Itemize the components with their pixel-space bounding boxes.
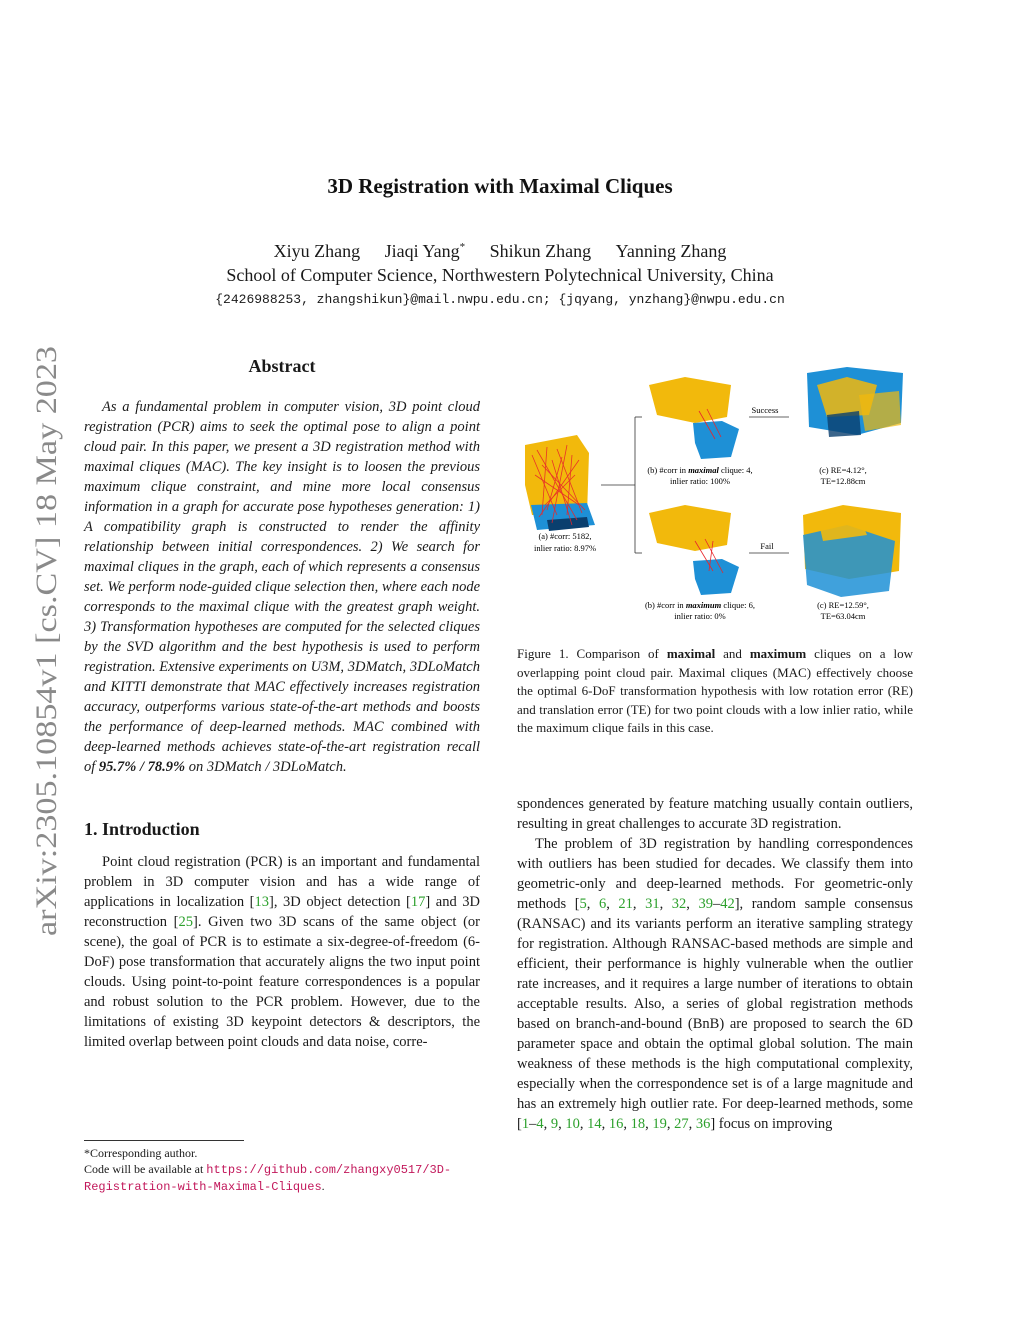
citation-link[interactable]: 18: [630, 1116, 646, 1132]
fail-label: Fail: [760, 541, 774, 551]
citation-link[interactable]: 5: [579, 896, 587, 912]
affiliation: School of Computer Science, Northwestern Polytechnical University, China: [226, 265, 774, 285]
figure-label-b-top: [647, 465, 752, 486]
continued-paragraph: spondences generated by feature matching usually contain outliers, resulting in great challenges to accurate 3D registration.: [517, 796, 913, 832]
paper-title: 3D Registration with Maximal Cliques: [327, 174, 673, 198]
citation-link[interactable]: 31: [645, 896, 660, 912]
citation-link[interactable]: 1: [521, 1116, 530, 1132]
section-heading-introduction: 1. Introduction: [84, 819, 200, 839]
svg-text:TE=12.88cm: TE=12.88cm: [820, 476, 866, 486]
input-point-clouds: [525, 435, 595, 531]
author-name: Shikun Zhang: [489, 241, 592, 261]
paragraph-text: ,: [601, 1116, 609, 1132]
paragraph-text: ], random sample consensus (RANSAC) and its variants perform an iterative sampling strategy for registration. Although RANSAC-based methods are simple and efficient, their performance is highly vulnerable when the outlier rate increases, and it requires a large number of iterations to obtain acceptable results. Also, a series of global registration methods based on branch-and-bound (BnB) are proposed to search the 6D parameter space and obtain the optimal global solution. The main weakness of these methods is the high computational complexity, especially when the correspondence set is of a large magnitude and has an extremely high outlier rate. For deep-learned methods, some [: [517, 896, 914, 1132]
figure-label-c-top: [819, 465, 867, 486]
author-emails: {2426988253, zhangshikun}@mail.nwpu.edu.cn; {jqyang, ynzhang}@nwpu.edu.cn: [215, 292, 785, 307]
svg-text:(b) #corr in maximum clique: 6: (b) #corr in maximum clique: 6,: [644, 600, 756, 610]
svg-text:TE=63.04cm: TE=63.04cm: [820, 611, 866, 621]
author-list: [0, 241, 1000, 262]
code-url-link[interactable]: https://github.com/zhangxy0517/3D-Registration-with-Maximal-Cliques: [84, 1163, 452, 1194]
svg-text:(a) #corr: 5182,: (a) #corr: 5182,: [538, 531, 592, 541]
paragraph-text: ,: [579, 1116, 588, 1132]
citation-link[interactable]: 14: [587, 1116, 602, 1132]
paragraph-text: ] focus on improving: [710, 1116, 833, 1132]
citation-link[interactable]: 9: [550, 1116, 559, 1132]
failed-result: [803, 505, 901, 597]
svg-text:inlier ratio: 100%: inlier ratio: 100%: [670, 476, 730, 486]
intro-paragraph: Point cloud registration (PCR) is an important and fundamental problem in 3D computer vision and has a wide range of applications in localization [13], 3D object detection [17] and 3D reconstruction [25]. Given two 3D scans of the same object (or scene), the goal of PCR is to estimate a six-degree-of-freedom (6-DoF) pose transformation that accurately aligns the two input point clouds. Using point-to-point feature correspondences is a popular and robust solution to the PCR problem. However, due to the limitations of existing 3D keypoint detectors & descriptors, the limited overlap between point clouds and data noise, corre-: [84, 854, 480, 1050]
maximum-clique-pair: [649, 505, 739, 595]
success-label: Success: [751, 405, 779, 415]
paragraph-text: –: [712, 896, 721, 912]
citation-link[interactable]: 10: [565, 1116, 580, 1132]
footnote-rule: [84, 1140, 244, 1141]
paragraph-text: ,: [558, 1116, 566, 1132]
figure-label-a: [534, 531, 596, 553]
svg-text:inlier ratio: 8.97%: inlier ratio: 8.97%: [533, 543, 597, 553]
footnote-corresponding: *Corresponding author.: [84, 1146, 198, 1160]
citation-link[interactable]: 32: [671, 896, 687, 912]
author-name: Yanning Zhang: [615, 241, 727, 261]
svg-text:(b) #corr in maximal clique: 4: (b) #corr in maximal clique: 4,: [647, 465, 753, 475]
paragraph-text: ,: [659, 896, 672, 912]
author-name: Jiaqi Yang*: [384, 241, 466, 261]
citation-link[interactable]: 21: [618, 896, 633, 912]
successful-result: [807, 367, 903, 437]
right-column: [517, 794, 913, 1134]
branch-lines: [601, 417, 642, 553]
citation-link[interactable]: 36: [695, 1116, 711, 1132]
citation-link[interactable]: 19: [652, 1116, 667, 1132]
arxiv-side-stamp: [10, 340, 70, 940]
citation-link[interactable]: 4: [536, 1116, 544, 1132]
paragraph-text: ,: [688, 1116, 696, 1132]
svg-text:(c) RE=4.12°,: (c) RE=4.12°,: [819, 465, 867, 475]
abstract-body: As a fundamental problem in computer vision, 3D point cloud registration (PCR) aims to seek the optimal pose to align a point cloud pair. In this paper, we present a 3D registration method with maximal cliques (MAC). The key insight is to loosen the previous maximum clique constraint, and mine more local consensus information in a graph for accurate pose hypotheses generation: 1) A compatibility graph is constructed to render the affinity relationship between initial correspondences. 2) We search for maximal cliques in the graph, each of which represents a consensus set. We perform node-guided clique selection then, where each node corresponds to the maximal clique with the greatest graph weight. 3) Transformation hypotheses are computed for the selected cliques by the SVD algorithm and the best hypothesis is used to perform registration. Extensive experiments on U3M, 3DMatch, 3DLoMatch and KITTI demonstrate that MAC effectively increases registration accuracy, outperforms various state-of-the-art methods and boosts the performance of deep-learned methods. MAC combined with deep-learned methods achieves state-of-the-art registration recall of 95.7% / 78.9% on 3DMatch / 3DLoMatch.: [84, 399, 480, 775]
paragraph-text: The problem of 3D registration by handling correspondences with outliers has been studied for decades. We classify them into geometric-only and deep-learned methods. For geometric-only methods [: [517, 836, 913, 912]
paragraph-text: ,: [686, 896, 699, 912]
figure-caption: Figure 1. Comparison of maximal and maximum cliques on a low overlapping point cloud pair. Maximal cliques (MAC) effectively choose the optimal 6-DoF transformation hypothesis with low rotation error (RE) and translation error (TE) for two point clouds with a low inlier ratio, while the maximum clique fails in this case.: [517, 646, 914, 735]
footnote-code: Code will be available at https://github.com/zhangxy0517/3D-Registration-with-Maximal-Cliques.: [84, 1162, 452, 1194]
svg-text:inlier ratio: 0%: inlier ratio: 0%: [674, 611, 726, 621]
citation-link[interactable]: 42: [720, 896, 735, 912]
svg-text:(c) RE=12.59°,: (c) RE=12.59°,: [817, 600, 869, 610]
arxiv-stamp-text: arXiv:2305.10854v1 [cs.CV] 18 May 2023: [30, 417, 63, 936]
abstract-heading: Abstract: [248, 356, 316, 376]
paragraph-text: ,: [666, 1116, 675, 1132]
figure-label-c-bottom: [817, 600, 869, 621]
citation-link[interactable]: 39: [698, 896, 713, 912]
paragraph-text: ,: [606, 896, 619, 912]
maximal-clique-pair: [649, 377, 739, 459]
methods-paragraph: [517, 834, 913, 1134]
citation-link[interactable]: 13: [254, 894, 270, 910]
citation-link[interactable]: 6: [598, 896, 607, 912]
paragraph-text: ,: [645, 1116, 653, 1132]
paragraph-text: –: [529, 1116, 537, 1132]
author-name: Xiyu Zhang: [273, 241, 361, 261]
figure-label-b-bottom: [645, 600, 755, 621]
citation-link[interactable]: 17: [410, 894, 426, 910]
figure-1: [517, 365, 913, 627]
paragraph-text: ,: [632, 896, 646, 912]
citation-link[interactable]: 25: [178, 914, 193, 930]
paragraph-text: ,: [623, 1116, 631, 1132]
citation-link[interactable]: 16: [608, 1116, 624, 1132]
citation-link[interactable]: 27: [674, 1116, 689, 1132]
paragraph-text: ,: [586, 896, 599, 912]
paragraph-text: ,: [543, 1116, 551, 1132]
footnotes: [84, 1140, 480, 1195]
left-column: [84, 356, 480, 1052]
